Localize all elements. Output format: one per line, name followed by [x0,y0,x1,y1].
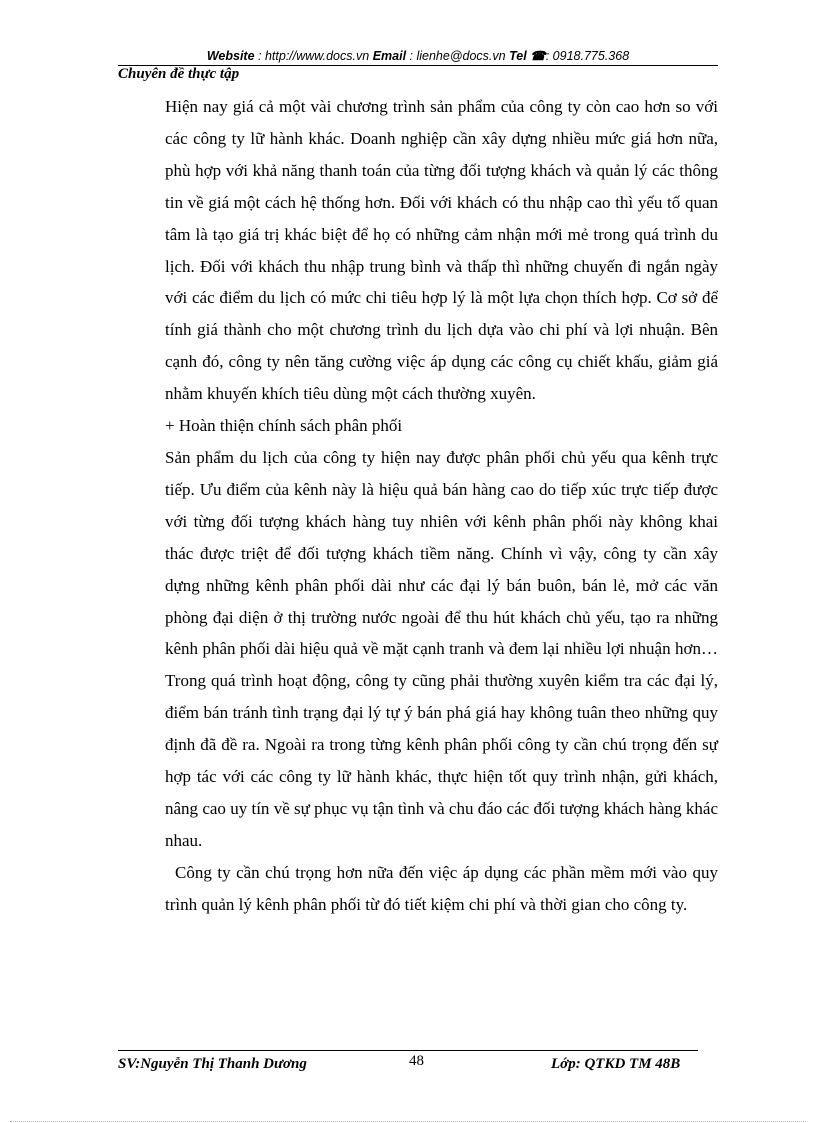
footer-student: SV:Nguyễn Thị Thanh Dương [118,1056,307,1072]
website-label: Website [206,49,255,63]
tel-value: : 0918.775.368 [545,49,630,63]
page-number: 48 [409,1053,424,1069]
document-body [165,91,718,921]
paragraph-pricing: Hiện nay giá cả một vài chương trình sản phẩm của công ty còn cao hơn so với các công ty lữ hành khác. Doanh nghiệp cần xây dựng nhiều mức giá hơn nữa, phù hợp với khả năng thanh toán của từng đối tượng khách và quản lý các thông tin về giá một cách hệ thống hơn. Đối với khách có thu nhập cao thì yếu tố quan tâm là tạo giá trị khác biệt để họ có những cảm nhận mới mẻ trong quá trình du lịch. Đối với khách thu nhập trung bình và thấp thì những chuyến đi ngắn ngày với các điểm du lịch có mức chi tiêu hợp lý là một lựa chọn thích hợp. Cơ sở để tính giá thành cho một chương trình du lịch dựa vào chi phí và lợi nhuận. Bên cạnh đó, công ty nên tăng cường việc áp dụng các công cụ chiết khấu, giảm giá nhằm khuyến khích tiêu dùng một cách thường xuyên. [165,97,718,404]
page-edge-divider [10,1121,806,1122]
email-value: : lienhe@docs.vn [409,49,506,63]
paragraph-heading-distribution: + Hoàn thiện chính sách phân phối [165,416,403,436]
footer-rule [118,1050,698,1051]
footer-class: Lớp: QTKD TM 48B [551,1056,681,1072]
tel-label: Tel ☎ [509,49,546,63]
email-label: Email [372,49,407,63]
website-header [118,48,718,63]
paragraph-distribution: Sản phẩm du lịch của công ty hiện nay được phân phối chủ yếu qua kênh trực tiếp. Ưu điểm của kênh này là hiệu quả bán hàng cao do tiếp xúc trực tiếp được với từng đối tượng khách hàng tuy nhiên với kênh phân phối này không khai thác được triệt để đối tượng khách tiềm năng. Chính vì vậy, công ty cần xây dựng những kênh phân phối dài như các đại lý bán buôn, bán lẻ, mở các văn phòng đại diện ở thị trường nước ngoài để thu hút khách chủ yếu, tạo ra những kênh phân phối dài hiệu quả về mặt cạnh tranh và đem lại nhiều lợi nhuận hơn… Trong quá trình hoạt động, công ty cũng phải thường xuyên kiểm tra các đại lý, điểm bán tránh tình trạng đại lý tự ý bán phá giá hay không tuân theo những quy định đã đề ra. Ngoài ra trong từng kênh phân phối công ty cần chú trọng đến sự hợp tác với các công ty lữ hành khác, thực hiện tốt quy trình nhận, gửi khách, nâng cao uy tín về sự phục vụ tận tình và chu đáo các đối tượng khách hàng khác nhau. [165,447,718,850]
section-title: Chuyên đề thực tập [118,66,240,82]
website-value: : http://www.docs.vn [258,49,370,63]
paragraph-software: Công ty cần chú trọng hơn nữa đến việc áp dụng các phần mềm mới vào quy trình quản lý kênh phân phối từ đó tiết kiệm chi phí và thời gian cho công ty. [165,862,718,914]
